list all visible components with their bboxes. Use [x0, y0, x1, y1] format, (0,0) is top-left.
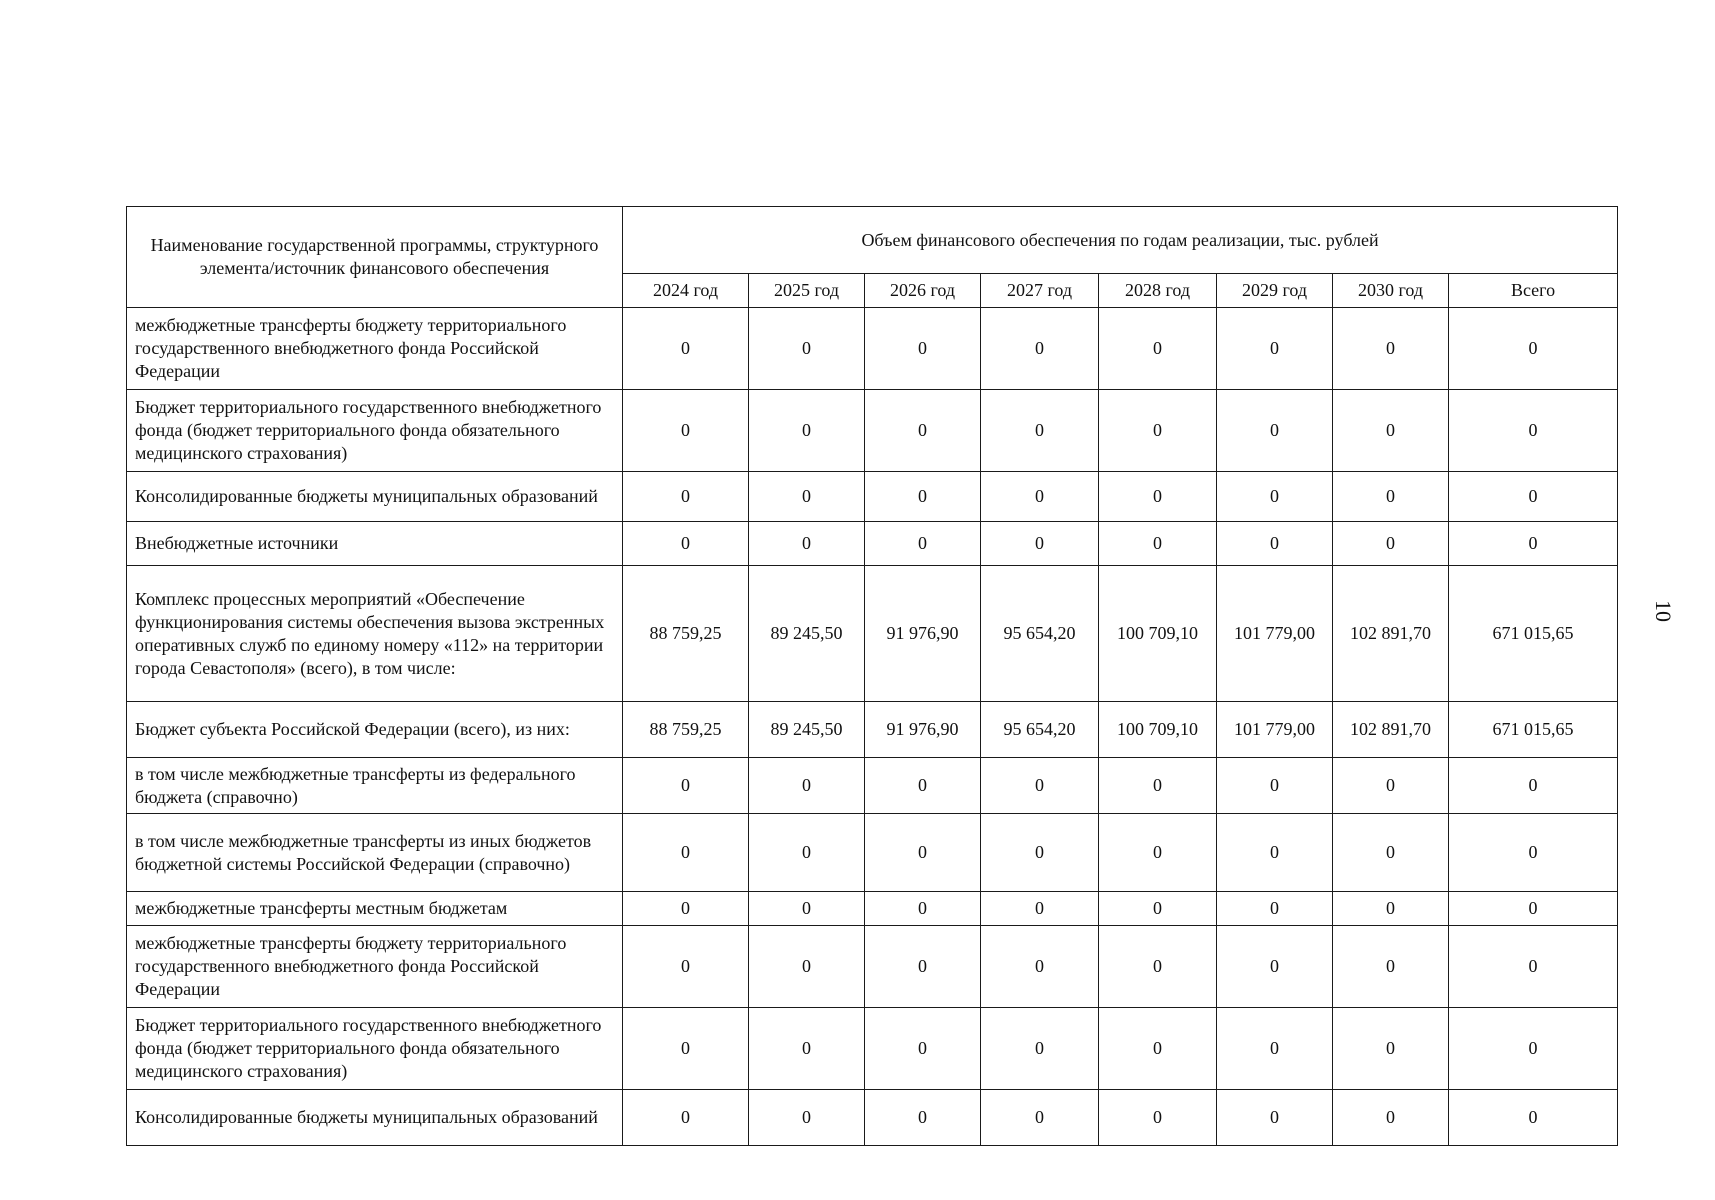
header-year-2028: 2028 год	[1099, 274, 1217, 308]
table-row	[127, 926, 1618, 1008]
row-value-cell: 0	[749, 814, 865, 892]
row-value-cell: 0	[1333, 892, 1449, 926]
row-value-cell: 95 654,20	[981, 566, 1099, 702]
row-value-cell: 0	[1333, 308, 1449, 390]
table-row	[127, 390, 1618, 472]
page-number: 10	[1651, 600, 1676, 622]
row-value-cell: 0	[865, 390, 981, 472]
row-value-cell: 0	[981, 892, 1099, 926]
table-row	[127, 814, 1618, 892]
row-name-cell: в том числе межбюджетные трансферты из иных бюджетов бюджетной системы Российской Федерации (справочно)	[127, 814, 623, 892]
row-value-cell: 0	[749, 926, 865, 1008]
row-value-cell: 101 779,00	[1217, 702, 1333, 758]
row-value-cell: 0	[623, 522, 749, 566]
row-name-cell: в том числе межбюджетные трансферты из федерального бюджета (справочно)	[127, 758, 623, 814]
row-value-cell: 0	[1099, 1090, 1217, 1146]
row-total-cell: 0	[1449, 390, 1618, 472]
row-value-cell: 0	[623, 758, 749, 814]
row-name-cell: Бюджет территориального государственного внебюджетного фонда (бюджет территориального фонда обязательного медицинского страхования)	[127, 390, 623, 472]
row-name-cell: межбюджетные трансферты бюджету территориального государственного внебюджетного фонда Российской Федерации	[127, 308, 623, 390]
row-value-cell: 0	[749, 308, 865, 390]
row-value-cell: 0	[749, 758, 865, 814]
row-name-cell: Бюджет территориального государственного внебюджетного фонда (бюджет территориального фонда обязательного медицинского страхования)	[127, 1008, 623, 1090]
table-body	[127, 308, 1618, 1146]
row-value-cell: 0	[981, 926, 1099, 1008]
row-value-cell: 91 976,90	[865, 702, 981, 758]
row-value-cell: 0	[981, 472, 1099, 522]
row-value-cell: 0	[1099, 1008, 1217, 1090]
header-year-2025: 2025 год	[749, 274, 865, 308]
header-total: Всего	[1449, 274, 1618, 308]
row-total-cell: 0	[1449, 308, 1618, 390]
row-total-cell: 0	[1449, 522, 1618, 566]
header-year-2030: 2030 год	[1333, 274, 1449, 308]
row-value-cell: 0	[981, 814, 1099, 892]
table-row	[127, 566, 1618, 702]
table-row	[127, 522, 1618, 566]
row-value-cell: 0	[1217, 1090, 1333, 1146]
row-value-cell: 0	[865, 472, 981, 522]
row-value-cell: 0	[749, 892, 865, 926]
row-value-cell: 101 779,00	[1217, 566, 1333, 702]
row-name-cell: межбюджетные трансферты местным бюджетам	[127, 892, 623, 926]
header-row-top	[127, 207, 1618, 274]
row-value-cell: 0	[1333, 472, 1449, 522]
row-name-cell: Консолидированные бюджеты муниципальных образований	[127, 1090, 623, 1146]
row-value-cell: 88 759,25	[623, 566, 749, 702]
header-name-column: Наименование государственной программы, структурного элемента/источник финансового обеспечения	[127, 207, 623, 308]
row-total-cell: 0	[1449, 472, 1618, 522]
row-value-cell: 0	[749, 1090, 865, 1146]
row-value-cell: 102 891,70	[1333, 702, 1449, 758]
row-total-cell: 671 015,65	[1449, 702, 1618, 758]
row-value-cell: 0	[1099, 472, 1217, 522]
row-value-cell: 0	[1099, 814, 1217, 892]
row-value-cell: 100 709,10	[1099, 702, 1217, 758]
row-value-cell: 0	[865, 892, 981, 926]
header-year-2024: 2024 год	[623, 274, 749, 308]
row-value-cell: 0	[1217, 522, 1333, 566]
row-value-cell: 0	[623, 926, 749, 1008]
row-total-cell: 0	[1449, 1090, 1618, 1146]
row-value-cell: 0	[749, 1008, 865, 1090]
row-value-cell: 0	[981, 1090, 1099, 1146]
row-value-cell: 0	[1217, 1008, 1333, 1090]
row-name-cell: Консолидированные бюджеты муниципальных образований	[127, 472, 623, 522]
row-value-cell: 0	[981, 522, 1099, 566]
row-value-cell: 0	[1217, 814, 1333, 892]
row-value-cell: 0	[865, 308, 981, 390]
row-value-cell: 0	[1333, 522, 1449, 566]
row-name-cell: межбюджетные трансферты бюджету территориального государственного внебюджетного фонда Российской Федерации	[127, 926, 623, 1008]
table-row	[127, 308, 1618, 390]
row-value-cell: 0	[749, 472, 865, 522]
row-value-cell: 0	[865, 1090, 981, 1146]
table-row	[127, 892, 1618, 926]
row-value-cell: 0	[1217, 390, 1333, 472]
financing-table	[126, 206, 1618, 1146]
table-row	[127, 1090, 1618, 1146]
header-year-2027: 2027 год	[981, 274, 1099, 308]
row-value-cell: 0	[1217, 472, 1333, 522]
row-value-cell: 0	[1099, 926, 1217, 1008]
row-value-cell: 0	[865, 1008, 981, 1090]
row-total-cell: 0	[1449, 814, 1618, 892]
row-value-cell: 0	[981, 1008, 1099, 1090]
header-year-2026: 2026 год	[865, 274, 981, 308]
row-value-cell: 100 709,10	[1099, 566, 1217, 702]
row-value-cell: 0	[865, 814, 981, 892]
row-value-cell: 0	[1099, 758, 1217, 814]
row-value-cell: 0	[1333, 390, 1449, 472]
row-value-cell: 0	[623, 892, 749, 926]
row-value-cell: 0	[1099, 522, 1217, 566]
row-value-cell: 88 759,25	[623, 702, 749, 758]
row-value-cell: 0	[749, 522, 865, 566]
row-total-cell: 0	[1449, 758, 1618, 814]
row-name-cell: Бюджет субъекта Российской Федерации (всего), из них:	[127, 702, 623, 758]
row-value-cell: 0	[981, 308, 1099, 390]
row-value-cell: 0	[981, 758, 1099, 814]
row-total-cell: 0	[1449, 892, 1618, 926]
row-value-cell: 0	[1217, 308, 1333, 390]
row-value-cell: 0	[1217, 926, 1333, 1008]
row-value-cell: 95 654,20	[981, 702, 1099, 758]
row-value-cell: 0	[623, 390, 749, 472]
row-value-cell: 91 976,90	[865, 566, 981, 702]
row-value-cell: 0	[1099, 390, 1217, 472]
row-name-cell: Внебюджетные источники	[127, 522, 623, 566]
row-value-cell: 0	[1099, 892, 1217, 926]
table-row	[127, 472, 1618, 522]
table-row	[127, 758, 1618, 814]
row-value-cell: 0	[1333, 926, 1449, 1008]
row-value-cell: 0	[623, 472, 749, 522]
row-value-cell: 102 891,70	[1333, 566, 1449, 702]
row-value-cell: 0	[1333, 758, 1449, 814]
row-name-cell: Комплекс процессных мероприятий «Обеспечение функционирования системы обеспечения вызова экстренных оперативных служб по единому номеру «112» на территории города Севастополя» (всего), в том числе:	[127, 566, 623, 702]
row-value-cell: 0	[1333, 814, 1449, 892]
row-value-cell: 0	[1099, 308, 1217, 390]
table-row	[127, 702, 1618, 758]
row-total-cell: 0	[1449, 1008, 1618, 1090]
row-value-cell: 0	[749, 390, 865, 472]
row-value-cell: 0	[1217, 892, 1333, 926]
row-value-cell: 0	[623, 1090, 749, 1146]
row-value-cell: 0	[1333, 1008, 1449, 1090]
row-total-cell: 0	[1449, 926, 1618, 1008]
table-row	[127, 1008, 1618, 1090]
row-value-cell: 0	[623, 308, 749, 390]
row-total-cell: 671 015,65	[1449, 566, 1618, 702]
row-value-cell: 0	[1217, 758, 1333, 814]
row-value-cell: 0	[981, 390, 1099, 472]
row-value-cell: 0	[623, 1008, 749, 1090]
header-year-2029: 2029 год	[1217, 274, 1333, 308]
row-value-cell: 0	[1333, 1090, 1449, 1146]
row-value-cell: 0	[623, 814, 749, 892]
header-volume-title: Объем финансового обеспечения по годам реализации, тыс. рублей	[623, 207, 1618, 274]
row-value-cell: 89 245,50	[749, 702, 865, 758]
row-value-cell: 0	[865, 926, 981, 1008]
table-header	[127, 207, 1618, 308]
row-value-cell: 0	[865, 522, 981, 566]
row-value-cell: 0	[865, 758, 981, 814]
row-value-cell: 89 245,50	[749, 566, 865, 702]
